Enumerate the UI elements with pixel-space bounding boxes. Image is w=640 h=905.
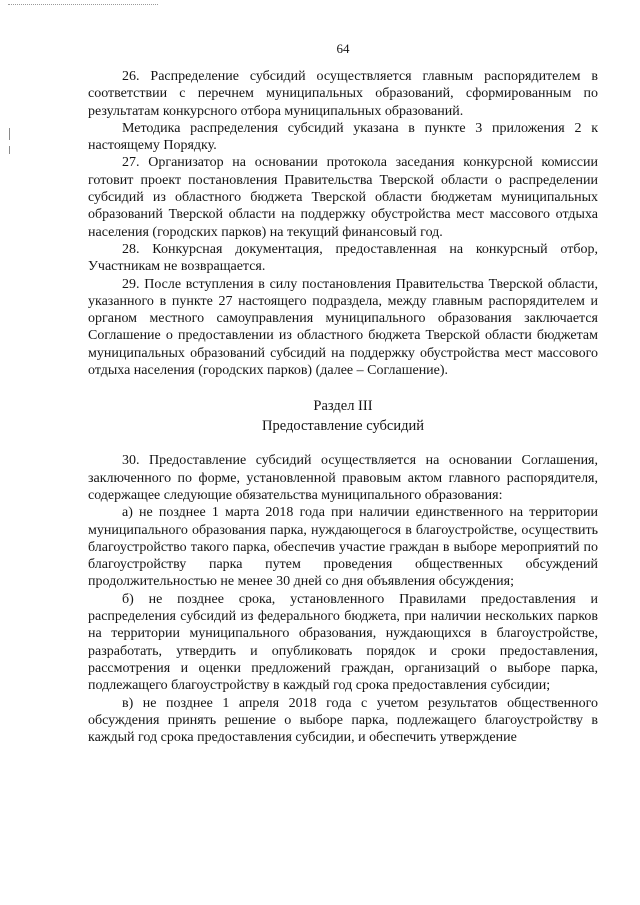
scan-artifact — [8, 4, 158, 7]
paragraph-26: 26. Распределение субсидий осуществляется главным распорядителем в соответствии с перечнем муниципальных образований, сформированным по результатам конкурсного отбора муниципальных образований. — [88, 69, 598, 119]
section-title: Предоставление субсидий — [261, 418, 425, 435]
paragraph-30a: а) не позднее 1 марта 2018 года при наличии единственного на территории муниципального образования парка, нуждающегося в благоустройстве, осуществить благоустройство такого парка, обеспечив участие граждан в выборе мероприятий по благоустройству парка путем проведения общественных обсуждений продолжительностью не менее 30 дней со дня объявления обсуждения; — [88, 505, 598, 590]
paragraph-methodology: Методика распределения субсидий указана в пункте 3 приложения 2 к настоящему Порядку. — [88, 120, 598, 154]
paragraph-28: 28. Конкурсная документация, предоставленная на конкурсный отбор, Участникам не возвращается. — [88, 241, 598, 275]
margin-mark — [9, 128, 10, 140]
document-page — [88, 40, 598, 746]
section-number: Раздел III — [313, 398, 373, 415]
margin-mark — [9, 146, 10, 154]
paragraph-27: 27. Организатор на основании протокола заседания конкурсной комиссии готовит проект постановления Правительства Тверской области о распределении субсидий из областного бюджета Тверской области бюджетам муниципальных образований Тверской области на поддержку обустройства мест массового отдыха населения (городских парков) на текущий финансовый год. — [88, 155, 598, 240]
paragraphs-after-section — [88, 452, 598, 746]
paragraphs-before-section — [88, 68, 598, 379]
paragraph-30b: б) не позднее срока, установленного Правилами предоставления и распределения субсидий из федерального бюджета, при наличии нескольких парков на территории муниципального образования, нуждающихся в благоустройстве, разработать, утвердить и опубликовать порядок и сроки предоставления, рассмотрения и оценки предложений граждан, организаций о выборе парка, подлежащего благоустройству в каждый год срока предоставления субсидии; — [88, 591, 598, 694]
paragraph-30v: в) не позднее 1 апреля 2018 года с учетом результатов общественного обсуждения принять решение о выборе парка, подлежащего благоустройству в каждый год срока предоставления субсидии, и обеспечить утверждение — [88, 695, 598, 746]
paragraph-29: 29. После вступления в силу постановления Правительства Тверской области, указанного в пункте 27 настоящего подраздела, между главным распорядителем и органом местного самоуправления муниципального образования заключается Соглашение о предоставлении из областного бюджета Тверской области бюджетам муниципальных образований субсидий на поддержку обустройства мест массового отдыха населения (городских парков) (далее – Соглашение). — [88, 276, 598, 379]
section-heading — [88, 396, 598, 436]
page-number: 64 — [336, 41, 350, 56]
paragraph-30: 30. Предоставление субсидий осуществляется на основании Соглашения, заключенного по форме, установленной правовым актом главного распорядителя, содержащее следующие обязательства муниципального образования: — [88, 453, 598, 503]
